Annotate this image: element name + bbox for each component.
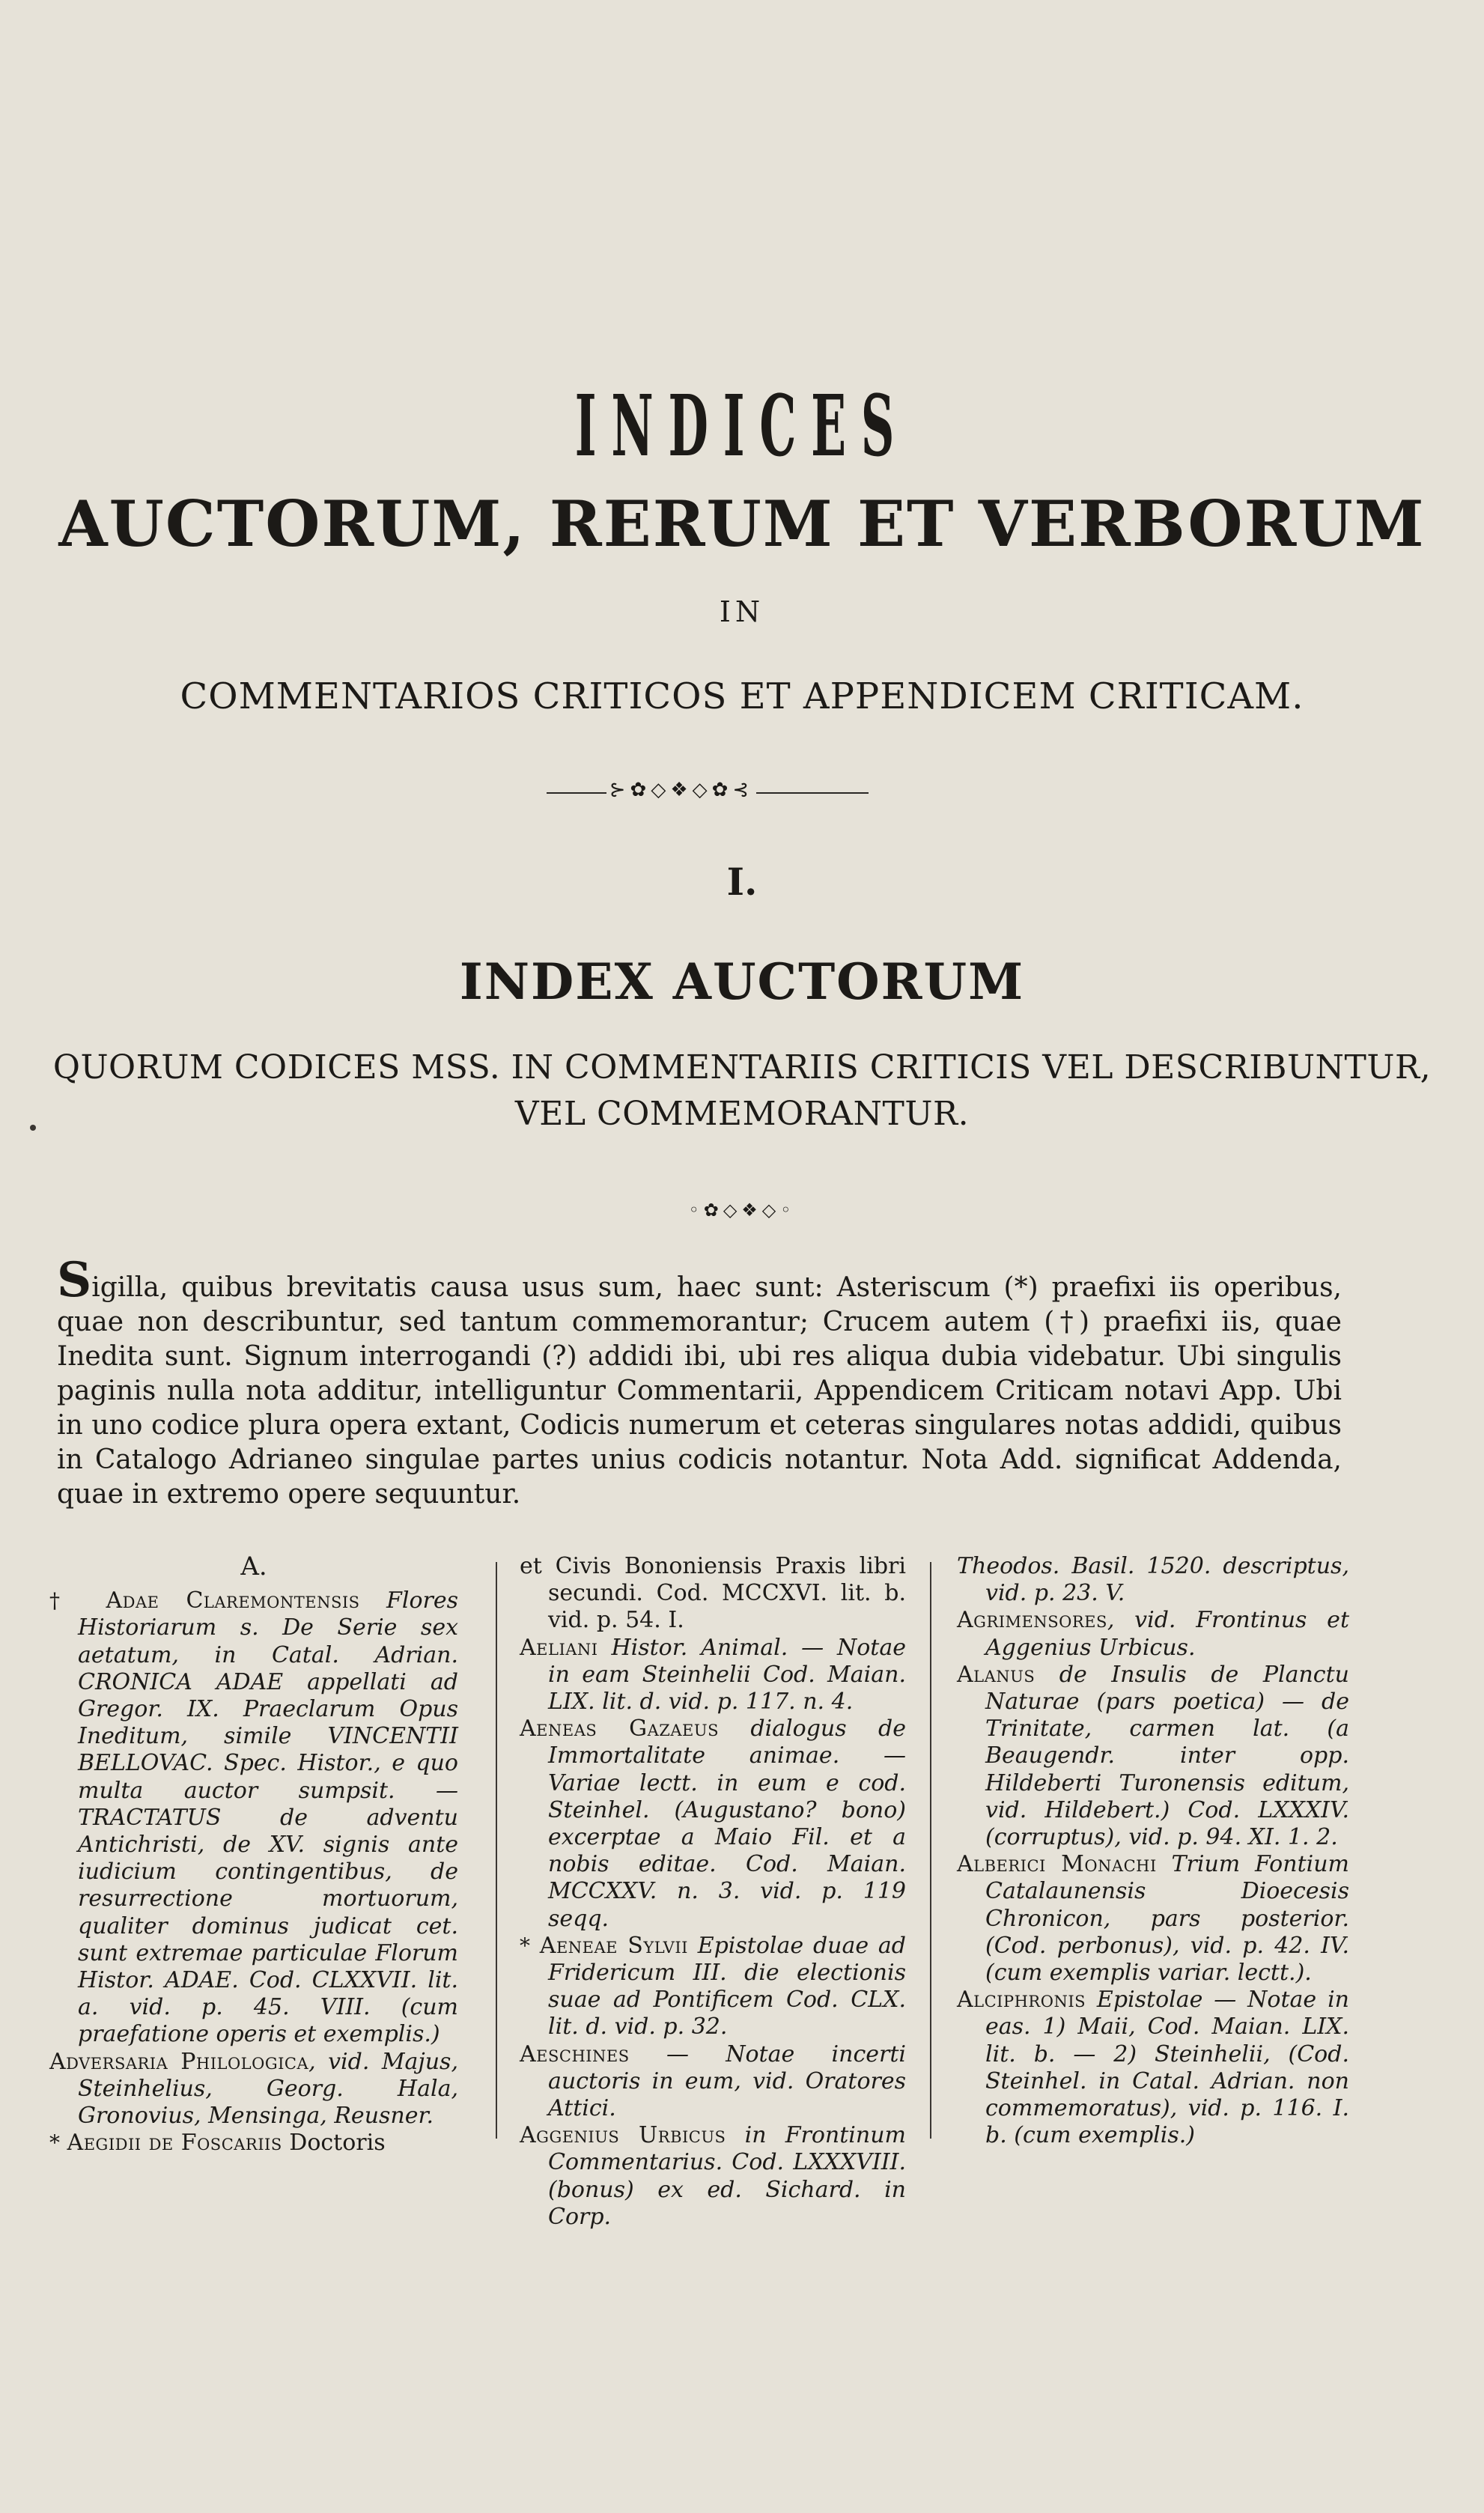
index-entry: Alanus de Insulis de Planctu Naturae (pars poetica) — de Trinitate, carmen lat. (a Beaugendr. inter opp. Hildeberti Turonensis editum, vid. Hildebert.) Cod. LXXXIV. (corruptus), vid. p. 94. XI. 1. 2. (957, 1661, 1349, 1851)
index-entry: Theodos. Basil. 1520. descriptus, vid. p. 23. V. (957, 1553, 1349, 1607)
title-commentary: COMMENTARIOS CRITICOS ET APPENDICEM CRITICAM. (180, 675, 1304, 717)
intro-text: igilla, quibus brevitatis causa usus sum, haec sunt: Asteriscum (*) praefixi iis operibus, quae non describuntur, sed tantum commemorantur; Crucem autem (†) praefixi iis, quae Inedita sunt. Signum interrogandi (?) addidi ibi, ubi res aliqua dubia videbatur. Ubi singulis paginis nulla nota additur, intelliguntur Commentarii, Appendicem Criticam notavi App. Ubi in uno codice plura opera extant, Codicis numerum et ceteras singulares notas addidi, quibus in Catalogo Adrianeo singulae partes unius codicis notantur. Nota Add. significat Addenda, quae in extremo opere sequuntur. (57, 1272, 1342, 1510)
index-entry: Alciphronis Epistolae — Notae in eas. 1) Maii, Cod. Maian. LIX. lit. b. — 2) Steinhelii, (Cod. Steinhel. in Catal. Adrian. non commemoratus), vid. p. 116. I. b. (cum exemplis.) (957, 1987, 1349, 2149)
index-entry: Adversaria Philologica, vid. Majus, Steinhelius, Georg. Hala, Gronovius, Mensinga, Reusner. (49, 2048, 458, 2130)
main-title: INDICES (574, 377, 910, 475)
index-entry: * Aegidii de Foscariis Doctoris (49, 2130, 386, 2157)
letter-heading: A. (240, 1552, 267, 1581)
index-column-3 (957, 1553, 1349, 2149)
ink-fleck (30, 1125, 36, 1131)
index-entry: * Aeneae Sylvii Epistolae duae ad Fridericum III. die electionis suae ad Pontificem Cod. CLX. lit. d. vid. p. 32. (520, 1932, 906, 2041)
index-entry: Aeschines — Notae incerti auctoris in eum, vid. Oratores Attici. (520, 2041, 906, 2122)
ornament-main: ⊱✿◇❖◇✿⊰ (609, 779, 754, 801)
section-title: INDEX AUCTORUM (459, 952, 1025, 1011)
index-entry: Agrimensores, vid. Frontinus et Aggenius Urbicus. (957, 1607, 1349, 1661)
section-description (0, 1045, 1484, 1137)
ornament-rule-right (756, 792, 869, 794)
section-number: I. (726, 860, 758, 904)
index-column-2 (520, 1553, 906, 2231)
intro-paragraph (57, 1252, 1342, 1512)
section-description-line1: QUORUM CODICES MSS. IN COMMENTARIIS CRITICIS VEL DESCRIBUNTUR, (52, 1048, 1432, 1087)
index-entry: Alberici Monachi Trium Fontium Catalaunensis Dioecesis Chronicon, pars posterior. (Cod. perbonus), vid. p. 42. IV. (cum exemplis variar. lectt.). (957, 1851, 1349, 1987)
index-entry: et Civis Bononiensis Praxis libri secundi. Cod. MCCXVI. lit. b. vid. p. 54. I. (520, 1553, 906, 1634)
ornament-small: ◦✿◇❖◇◦ (688, 1200, 796, 1221)
column-divider (930, 1562, 931, 2139)
index-entry: Aeneas Gazaeus dialogus de Immortalitate animae. — Variae lectt. in eum e cod. Steinhel. (Augustano? bono) excerptae a Maio Fil. et a nobis editae. Cod. Maian. MCCXXV. n. 3. vid. p. 119 seqq. (520, 1716, 906, 1932)
index-entry: Aeliani Histor. Animal. — Notae in eam Steinhelii Cod. Maian. LIX. lit. d. vid. p. 117. n. 4. (520, 1634, 906, 1716)
index-column-1 (49, 1553, 458, 2157)
index-columns (49, 1552, 1349, 2230)
dropcap: S (57, 1252, 92, 1308)
index-entry: Aggenius Urbicus in Frontinum Commentarius. Cod. LXXXVIII. (bonus) ex ed. Sichard. in Corp. (520, 2122, 906, 2230)
index-entry: † Adae Claremontensis Flores Historiarum s. De Serie sex aetatum, in Catal. Adrian. CRONICA ADAE appellati ad Gregor. IX. Praeclarum Opus Ineditum, simile VINCENTII BELLOVAC. Spec. Histor., e quo multa auctor sumpsit. — TRACTATUS de adventu Antichristi, de XV. signis ante iudicium contingentibus, de resurrectione mortuorum, qualiter dominus judicat cet. sunt extremae particulae Florum Histor. ADAE. Cod. CLXXVII. lit. a. vid. p. 45. VIII. (cum praefatione operis et exemplis.) (49, 1587, 458, 2048)
section-description-line2: VEL COMMEMORANTUR. (514, 1095, 970, 1133)
column-divider (496, 1562, 497, 2139)
title-in: IN (719, 595, 765, 628)
subtitle: AUCTORUM, RERUM ET VERBORUM (58, 487, 1426, 561)
